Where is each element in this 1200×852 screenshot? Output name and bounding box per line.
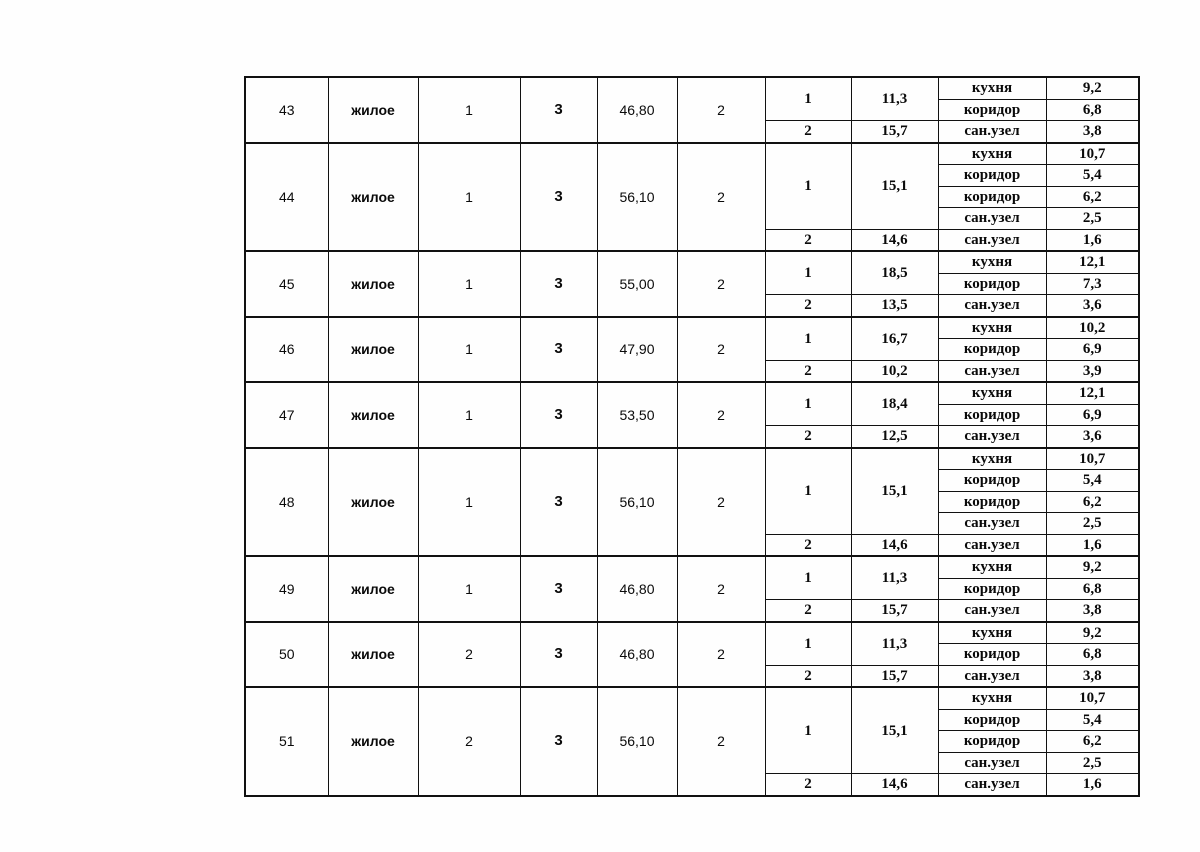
- aux-room-name: кухня: [938, 382, 1046, 404]
- aux-room-area: 3,8: [1046, 121, 1139, 143]
- room-number: 1: [765, 556, 851, 600]
- aux-room-name: сан.узел: [938, 600, 1046, 622]
- apartment-section: 3: [520, 556, 597, 622]
- apartment-rooms: 2: [677, 448, 765, 557]
- apartment-number: 48: [245, 448, 328, 557]
- apartment-floor: 2: [418, 687, 520, 796]
- room-number: 2: [765, 229, 851, 251]
- aux-room-area: 3,6: [1046, 295, 1139, 317]
- apartments-table-body: [245, 77, 1139, 796]
- apartment-type: жилое: [328, 622, 418, 688]
- aux-room-area: 5,4: [1046, 165, 1139, 187]
- apartment-area: 46,80: [597, 77, 677, 143]
- aux-room-area: 6,2: [1046, 186, 1139, 208]
- room-number: 1: [765, 687, 851, 774]
- aux-room-name: кухня: [938, 317, 1046, 339]
- aux-room-area: 9,2: [1046, 556, 1139, 578]
- table-row: [245, 622, 1139, 644]
- apartment-floor: 1: [418, 251, 520, 317]
- apartment-type: жилое: [328, 251, 418, 317]
- room-number: 1: [765, 448, 851, 535]
- room-number: 2: [765, 600, 851, 622]
- room-area: 14,6: [851, 534, 938, 556]
- aux-room-area: 10,7: [1046, 687, 1139, 709]
- aux-room-area: 2,5: [1046, 513, 1139, 535]
- apartment-number: 45: [245, 251, 328, 317]
- room-number: 2: [765, 426, 851, 448]
- room-number: 1: [765, 251, 851, 295]
- room-number: 2: [765, 774, 851, 796]
- aux-room-area: 9,2: [1046, 77, 1139, 99]
- aux-room-name: сан.узел: [938, 360, 1046, 382]
- aux-room-area: 6,2: [1046, 731, 1139, 753]
- apartment-rooms: 2: [677, 382, 765, 448]
- table-row: [245, 687, 1139, 709]
- apartment-area: 46,80: [597, 622, 677, 688]
- room-area: 15,1: [851, 143, 938, 230]
- aux-room-name: сан.узел: [938, 426, 1046, 448]
- apartment-section: 3: [520, 687, 597, 796]
- table-row: [245, 448, 1139, 470]
- room-number: 1: [765, 143, 851, 230]
- aux-room-area: 6,8: [1046, 578, 1139, 600]
- aux-room-name: сан.узел: [938, 208, 1046, 230]
- apartment-area: 56,10: [597, 687, 677, 796]
- apartment-area: 56,10: [597, 143, 677, 252]
- aux-room-name: коридор: [938, 99, 1046, 121]
- apartment-rooms: 2: [677, 622, 765, 688]
- aux-room-area: 10,2: [1046, 317, 1139, 339]
- apartments-table: [244, 76, 1140, 797]
- aux-room-name: коридор: [938, 644, 1046, 666]
- aux-room-area: 10,7: [1046, 448, 1139, 470]
- room-area: 13,5: [851, 295, 938, 317]
- aux-room-name: кухня: [938, 77, 1046, 99]
- aux-room-area: 1,6: [1046, 229, 1139, 251]
- aux-room-name: кухня: [938, 556, 1046, 578]
- apartment-section: 3: [520, 382, 597, 448]
- aux-room-name: коридор: [938, 165, 1046, 187]
- room-number: 1: [765, 382, 851, 426]
- aux-room-name: сан.узел: [938, 774, 1046, 796]
- aux-room-name: коридор: [938, 709, 1046, 731]
- aux-room-area: 6,9: [1046, 339, 1139, 361]
- aux-room-name: коридор: [938, 186, 1046, 208]
- aux-room-name: кухня: [938, 251, 1046, 273]
- room-area: 12,5: [851, 426, 938, 448]
- aux-room-name: сан.узел: [938, 665, 1046, 687]
- apartment-rooms: 2: [677, 687, 765, 796]
- aux-room-name: сан.узел: [938, 229, 1046, 251]
- apartment-number: 44: [245, 143, 328, 252]
- aux-room-area: 6,8: [1046, 644, 1139, 666]
- apartment-rooms: 2: [677, 77, 765, 143]
- aux-room-name: сан.узел: [938, 121, 1046, 143]
- apartment-number: 50: [245, 622, 328, 688]
- apartment-number: 43: [245, 77, 328, 143]
- aux-room-name: сан.узел: [938, 513, 1046, 535]
- apartment-rooms: 2: [677, 317, 765, 383]
- apartment-type: жилое: [328, 317, 418, 383]
- apartment-number: 46: [245, 317, 328, 383]
- apartment-floor: 1: [418, 317, 520, 383]
- aux-room-area: 7,3: [1046, 273, 1139, 295]
- aux-room-name: кухня: [938, 143, 1046, 165]
- room-area: 15,1: [851, 687, 938, 774]
- room-number: 1: [765, 622, 851, 666]
- table-row: [245, 143, 1139, 165]
- room-area: 15,7: [851, 121, 938, 143]
- room-area: 18,4: [851, 382, 938, 426]
- aux-room-name: коридор: [938, 491, 1046, 513]
- apartment-floor: 1: [418, 77, 520, 143]
- aux-room-name: кухня: [938, 448, 1046, 470]
- table-row: [245, 317, 1139, 339]
- room-number: 2: [765, 121, 851, 143]
- aux-room-area: 3,9: [1046, 360, 1139, 382]
- aux-room-name: коридор: [938, 273, 1046, 295]
- aux-room-name: коридор: [938, 339, 1046, 361]
- room-number: 1: [765, 77, 851, 121]
- aux-room-area: 1,6: [1046, 774, 1139, 796]
- aux-room-area: 5,4: [1046, 709, 1139, 731]
- apartment-number: 47: [245, 382, 328, 448]
- apartment-floor: 1: [418, 143, 520, 252]
- aux-room-name: коридор: [938, 470, 1046, 492]
- apartment-rooms: 2: [677, 556, 765, 622]
- apartment-section: 3: [520, 77, 597, 143]
- apartment-floor: 2: [418, 622, 520, 688]
- aux-room-area: 12,1: [1046, 382, 1139, 404]
- aux-room-name: коридор: [938, 404, 1046, 426]
- apartment-section: 3: [520, 251, 597, 317]
- room-area: 15,7: [851, 600, 938, 622]
- apartment-section: 3: [520, 448, 597, 557]
- aux-room-area: 10,7: [1046, 143, 1139, 165]
- room-area: 11,3: [851, 77, 938, 121]
- room-number: 2: [765, 295, 851, 317]
- apartment-area: 56,10: [597, 448, 677, 557]
- aux-room-area: 9,2: [1046, 622, 1139, 644]
- table-row: [245, 382, 1139, 404]
- apartment-area: 47,90: [597, 317, 677, 383]
- room-area: 11,3: [851, 622, 938, 666]
- apartment-number: 51: [245, 687, 328, 796]
- room-number: 2: [765, 534, 851, 556]
- apartment-floor: 1: [418, 556, 520, 622]
- room-area: 15,1: [851, 448, 938, 535]
- aux-room-area: 3,8: [1046, 665, 1139, 687]
- room-number: 2: [765, 360, 851, 382]
- aux-room-area: 2,5: [1046, 208, 1139, 230]
- table-row: [245, 556, 1139, 578]
- aux-room-name: коридор: [938, 578, 1046, 600]
- room-area: 16,7: [851, 317, 938, 361]
- apartment-type: жилое: [328, 556, 418, 622]
- apartment-type: жилое: [328, 382, 418, 448]
- aux-room-name: сан.узел: [938, 534, 1046, 556]
- apartment-rooms: 2: [677, 143, 765, 252]
- room-area: 14,6: [851, 229, 938, 251]
- room-number: 1: [765, 317, 851, 361]
- aux-room-area: 6,2: [1046, 491, 1139, 513]
- apartment-type: жилое: [328, 448, 418, 557]
- aux-room-area: 12,1: [1046, 251, 1139, 273]
- room-area: 10,2: [851, 360, 938, 382]
- apartment-area: 53,50: [597, 382, 677, 448]
- apartment-section: 3: [520, 622, 597, 688]
- apartment-type: жилое: [328, 143, 418, 252]
- aux-room-name: кухня: [938, 687, 1046, 709]
- aux-room-name: сан.узел: [938, 295, 1046, 317]
- aux-room-area: 1,6: [1046, 534, 1139, 556]
- table-row: [245, 251, 1139, 273]
- room-area: 14,6: [851, 774, 938, 796]
- aux-room-name: кухня: [938, 622, 1046, 644]
- apartment-section: 3: [520, 143, 597, 252]
- aux-room-name: коридор: [938, 731, 1046, 753]
- aux-room-area: 3,6: [1046, 426, 1139, 448]
- apartment-type: жилое: [328, 77, 418, 143]
- apartment-section: 3: [520, 317, 597, 383]
- aux-room-area: 6,9: [1046, 404, 1139, 426]
- room-area: 18,5: [851, 251, 938, 295]
- apartment-type: жилое: [328, 687, 418, 796]
- aux-room-area: 6,8: [1046, 99, 1139, 121]
- apartment-area: 46,80: [597, 556, 677, 622]
- apartment-rooms: 2: [677, 251, 765, 317]
- room-area: 15,7: [851, 665, 938, 687]
- aux-room-name: сан.узел: [938, 752, 1046, 774]
- aux-room-area: 3,8: [1046, 600, 1139, 622]
- apartment-floor: 1: [418, 448, 520, 557]
- apartment-floor: 1: [418, 382, 520, 448]
- room-area: 11,3: [851, 556, 938, 600]
- apartment-area: 55,00: [597, 251, 677, 317]
- aux-room-area: 5,4: [1046, 470, 1139, 492]
- table-row: [245, 77, 1139, 99]
- room-number: 2: [765, 665, 851, 687]
- apartment-number: 49: [245, 556, 328, 622]
- aux-room-area: 2,5: [1046, 752, 1139, 774]
